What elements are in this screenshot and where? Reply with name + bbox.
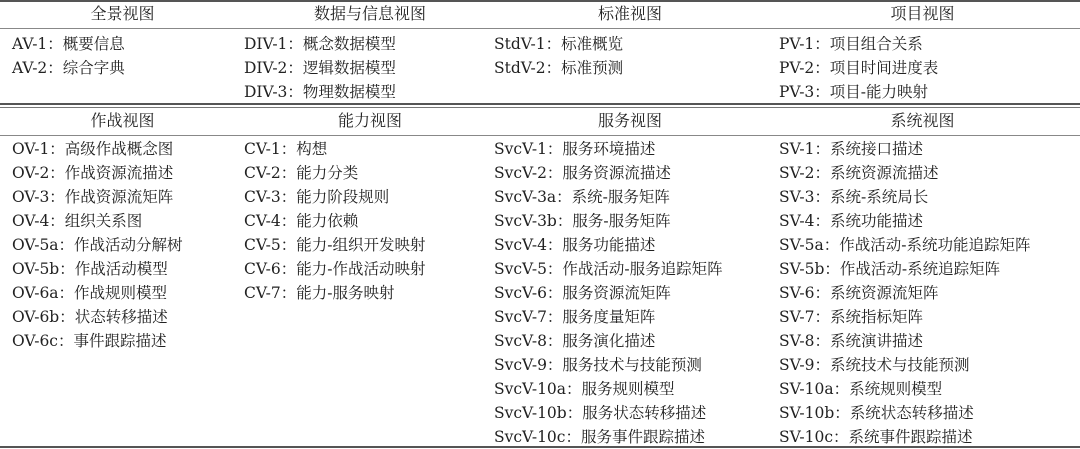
- list-item: SvcV-3a：系统-服务矩阵: [494, 188, 670, 206]
- cell-services-viewpoint: [494, 137, 723, 449]
- cell-operational-viewpoint: [12, 137, 183, 353]
- header-capability-viewpoint: 能力视图: [337, 111, 402, 130]
- header-systems-viewpoint: 系统视图: [890, 111, 955, 130]
- list-item: SV-4：系统功能描述: [779, 212, 923, 230]
- header-project-viewpoint: 项目视图: [890, 4, 955, 23]
- list-item: CV-4：能力依赖: [244, 212, 359, 230]
- list-item: OV-6c：事件跟踪描述: [12, 332, 167, 350]
- list-item: SV-10c：系统事件跟踪描述: [779, 428, 973, 446]
- list-item: DIV-2：逻辑数据模型: [244, 59, 396, 77]
- list-item: SvcV-6：服务资源流矩阵: [494, 284, 671, 302]
- list-item: SV-8：系统演讲描述: [779, 332, 923, 350]
- list-item: SV-2：系统资源流描述: [779, 164, 939, 182]
- list-item: SvcV-10c：服务事件跟踪描述: [494, 428, 705, 446]
- list-item: SV-5a：作战活动-系统功能追踪矩阵: [779, 236, 1031, 254]
- list-item: DIV-3：物理数据模型: [244, 83, 396, 101]
- list-item: SV-1：系统接口描述: [779, 140, 923, 158]
- list-item: CV-2：能力分类: [244, 164, 359, 182]
- list-item: OV-5a：作战活动分解树: [12, 236, 183, 254]
- list-item: SV-5b：作战活动-系统追踪矩阵: [779, 260, 1001, 278]
- bottom-header-rule: [0, 135, 1080, 136]
- list-item: CV-6：能力-作战活动映射: [244, 260, 426, 278]
- list-item: SV-9：系统技术与技能预测: [779, 356, 970, 374]
- list-item: SV-10a：系统规则模型: [779, 380, 943, 398]
- list-item: OV-6a：作战规则模型: [12, 284, 168, 302]
- list-item: PV-1：项目组合关系: [779, 35, 923, 53]
- list-item: CV-3：能力阶段规则: [244, 188, 390, 206]
- cell-project-viewpoint: [779, 32, 938, 104]
- header-operational-viewpoint: 作战视图: [90, 111, 155, 130]
- list-item: StdV-2：标准预测: [494, 59, 624, 77]
- list-item: SvcV-3b：服务-服务矩阵: [494, 212, 671, 230]
- list-item: PV-3：项目-能力映射: [779, 83, 929, 101]
- list-item: SvcV-4：服务功能描述: [494, 236, 656, 254]
- header-all-viewpoint: 全景视图: [90, 4, 155, 23]
- list-item: OV-6b：状态转移描述: [12, 308, 168, 326]
- list-item: SvcV-10b：服务状态转移描述: [494, 404, 707, 422]
- list-item: DIV-1：概念数据模型: [244, 35, 396, 53]
- list-item: StdV-1：标准概览: [494, 35, 624, 53]
- list-item: SV-10b：系统状态转移描述: [779, 404, 974, 422]
- header-standards-viewpoint: 标准视图: [597, 4, 662, 23]
- list-item: SvcV-5：作战活动-服务追踪矩阵: [494, 260, 723, 278]
- list-item: AV-1：概要信息: [12, 35, 125, 53]
- top-header-rule: [0, 28, 1080, 29]
- list-item: CV-5：能力-组织开发映射: [244, 236, 426, 254]
- list-item: SvcV-10a：服务规则模型: [494, 380, 675, 398]
- cell-systems-viewpoint: [779, 137, 1030, 449]
- list-item: SvcV-2：服务资源流描述: [494, 164, 671, 182]
- list-item: SV-6：系统资源流矩阵: [779, 284, 939, 302]
- cell-data-info-viewpoint: [244, 32, 396, 104]
- list-item: OV-4：组织关系图: [12, 212, 143, 230]
- list-item: SvcV-1：服务环境描述: [494, 140, 656, 158]
- list-item: AV-2：综合字典: [12, 59, 125, 77]
- list-item: SV-3：系统-系统局长: [779, 188, 929, 206]
- header-data-info-viewpoint: 数据与信息视图: [313, 4, 426, 23]
- cell-standards-viewpoint: [494, 32, 623, 80]
- list-item: SvcV-7：服务度量矩阵: [494, 308, 656, 326]
- header-services-viewpoint: 服务视图: [597, 111, 662, 130]
- cell-all-viewpoint: [12, 32, 125, 80]
- list-item: OV-3：作战资源流矩阵: [12, 188, 174, 206]
- list-item: CV-7：能力-服务映射: [244, 284, 395, 302]
- cell-capability-viewpoint: [244, 137, 425, 305]
- list-item: CV-1：构想: [244, 140, 328, 158]
- list-item: SvcV-9：服务技术与技能预测: [494, 356, 702, 374]
- list-item: OV-2：作战资源流描述: [12, 164, 174, 182]
- list-item: SV-7：系统指标矩阵: [779, 308, 923, 326]
- list-item: SvcV-8：服务演化描述: [494, 332, 656, 350]
- list-item: OV-1：高级作战概念图: [12, 140, 174, 158]
- list-item: PV-2：项目时间进度表: [779, 59, 939, 77]
- list-item: OV-5b：作战活动模型: [12, 260, 168, 278]
